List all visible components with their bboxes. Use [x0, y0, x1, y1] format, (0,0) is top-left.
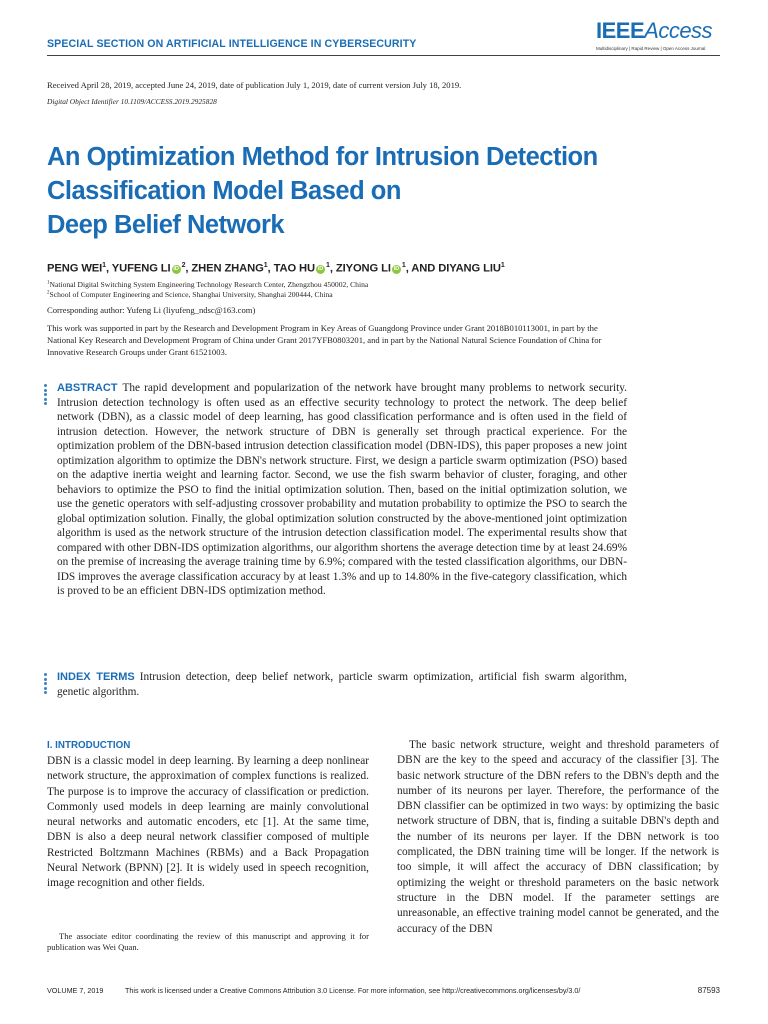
orcid-icon[interactable]: iD [173, 265, 179, 272]
author-affiliation-mark: 1 [102, 262, 106, 269]
abstract [47, 381, 627, 599]
footer-license: This work is licensed under a Creative Commons Attribution 3.0 License. For more information, see http://creativecommons.org/licenses/by/3.0/ [125, 986, 581, 995]
logo-tagline: Multidisciplinary | Rapid Review | Open Access Journal [596, 46, 706, 51]
author-name: YUFENG LI [111, 262, 171, 275]
affiliation-text: School of Computer Engineering and Science, Shanghai University, Shanghai 200444, China [49, 290, 333, 299]
index-terms-marker-icon [44, 673, 47, 696]
paragraph: DBN is a classic model in deep learning. By learning a deep nonlinear network structure, the approximation of complex functions is realized. The purpose is to improve the accuracy of classification or prediction. Commonly used models in deep learning are mainly convolutional neural networks and automatic encoders, etc [1]. At the same time, DBN is also a deep neural network classifier composed of multiple Restricted Boltzmann Machines (RBMs) and a Back Propagation Neural Network (BPNN) [2]. It is widely used in speech recognition, image recognition and other fields. [47, 755, 369, 890]
author-affiliation-mark: 2 [181, 262, 186, 269]
author-affiliation-mark: 1 [326, 262, 330, 269]
paragraph: The basic network structure, weight and threshold parameters of DBN are the key to the speed and accuracy of the classifier [3]. The basic network structure of the DBN refers to the DBN's depth and the number of its neurons per layer. Therefore, the performance of the DBN classifier can be optimized in two ways: by optimizing the basic network structure of DBN, that is, finding a suitable DBN's depth and the number of its neurons per layer. If the DBN network is too complicated, the DBN training time will be longer. If the network is too simple, it will affect the accuracy of DBN classification; by optimizing the weight or threshold parameters on the basic network structure in the DBN model. If the parameter settings are unreasonable, an effective training model cannot be generated, and the accuracy of the DBN [397, 739, 719, 935]
logo-ieee-text: IEEE [596, 18, 645, 43]
author-name: ZIYONG LI [335, 262, 391, 275]
affiliation-mark: 2 [47, 290, 50, 296]
header-divider [47, 55, 720, 56]
orcid-icon[interactable]: iD [317, 265, 324, 272]
article-title [47, 140, 687, 242]
author-name: PENG WEI [47, 262, 103, 275]
abstract-body [47, 381, 627, 599]
author-name: AND DIYANG LIU [411, 262, 501, 275]
affiliation-text: National Digital Switching System Engineering Technology Research Center, Zhengzhou 450002, China [49, 280, 369, 289]
author-affiliation-mark: 1 [500, 262, 505, 269]
journal-logo [596, 20, 720, 51]
footnote-text: The associate editor coordinating the review of this manuscript and approving it for publication was Wei Quan. [47, 931, 369, 952]
title-line-2: Classification Model Based on [47, 177, 401, 205]
section-label: SPECIAL SECTION ON ARTIFICIAL INTELLIGENCE IN CYBERSECURITY [47, 38, 417, 50]
abstract-text: The rapid development and popularization of the network have brought many problems to network security. Intrusion detection technology is often used as an effective security technology to protect the network. The deep belief network (DBN), as a classic model of deep learning, has good classification performance and is often used in the field of intrusion detection. However, the network structure of DBN is generally set through practical experience. For the optimization problem of the DBN-based intrusion detection classification model (DBN-IDS), this paper proposes a new joint optimization algorithm to optimize the DBN's network structure. First, we design a particle swarm optimization (PSO) based on the adaptive inertia weight and learning factor. Second, we use the fish swarm behavior of cluster, foraging, and other behaviors to optimize the PSO to find the initial optimization solution. Then, based on the initial optimization solution, we use the genetic operators with self-adjusting crossover probability and mutation probability to optimize the PSO to search the global optimization solution. Finally, the global optimization solution constructed by the above-mentioned joint optimization algorithm is used as the network structure of the intrusion detection classification model. The experimental results show that compared with other DBN-IDS optimization algorithms, our algorithm shortens the average detection time by at least 24.69% on the premise of increasing the average training time by 6.9%; compared with the tested classification algorithms, our DBN-IDS improves the average classification accuracy by at least 1.3% and up to 14.80% in the five-category classification, which is proved to be an efficient DBN-IDS optimization method. [57, 382, 627, 597]
abstract-marker-icon [44, 384, 47, 407]
funding-statement: This work was supported in part by the Research and Development Program in Key Areas of Guangdong Province under Grant 2018B010113001, in part by the National Key Research and Development Program of China under Grant 2017YFB0803201, and in part by the National Natural Science Foundation of China for Innovative Research Groups under Grant 61521003. [47, 323, 602, 357]
affiliation [47, 290, 333, 299]
author-name: TAO HU [273, 262, 316, 275]
affiliation-mark: 1 [47, 280, 50, 286]
index-terms-text: Intrusion detection, deep belief network, particle swarm optimization, artificial fish swarm algorithm, genetic algorithm. [57, 671, 627, 698]
author-affiliation-mark: 1 [401, 262, 406, 269]
orcid-icon[interactable]: iD [393, 265, 400, 272]
editor-footnote [47, 931, 369, 953]
affiliation [47, 280, 368, 289]
author-affiliation-mark: 1 [263, 262, 268, 269]
title-line-3: Deep Belief Network [47, 211, 285, 239]
body-column-left [47, 754, 369, 892]
received-dates: Received April 28, 2019, accepted June 24, 2019, date of publication July 1, 2019, date of current version July 18, 2019. [47, 80, 462, 90]
body-column-right [397, 738, 719, 937]
index-terms [47, 670, 627, 699]
logo-access-text: Access [644, 18, 713, 43]
section-heading: I. INTRODUCTION [47, 740, 131, 751]
title-line-1: An Optimization Method for Intrusion Detection [47, 143, 598, 171]
page-number: 87593 [697, 986, 720, 995]
abstract-keyword: ABSTRACT [57, 382, 118, 394]
footer-volume: VOLUME 7, 2019 [47, 986, 104, 995]
author-name: ZHEN ZHANG [191, 262, 264, 275]
index-terms-body [47, 670, 627, 699]
author-list: PENG WEI$^1$, YUFENG LI iD $^2$, ZHEN ZHANG$^1$, TAO HU iD $^1$, ZIYONG LI iD $^1$, AND DIYANG LIU$^1$ [47, 262, 505, 275]
doi: Digital Object Identifier 10.1109/ACCESS.2019.2925828 [47, 97, 217, 106]
corresponding-author: Corresponding author: Yufeng Li (liyufeng_ndsc@163.com) [47, 305, 256, 315]
index-terms-keyword: INDEX TERMS [57, 671, 135, 683]
